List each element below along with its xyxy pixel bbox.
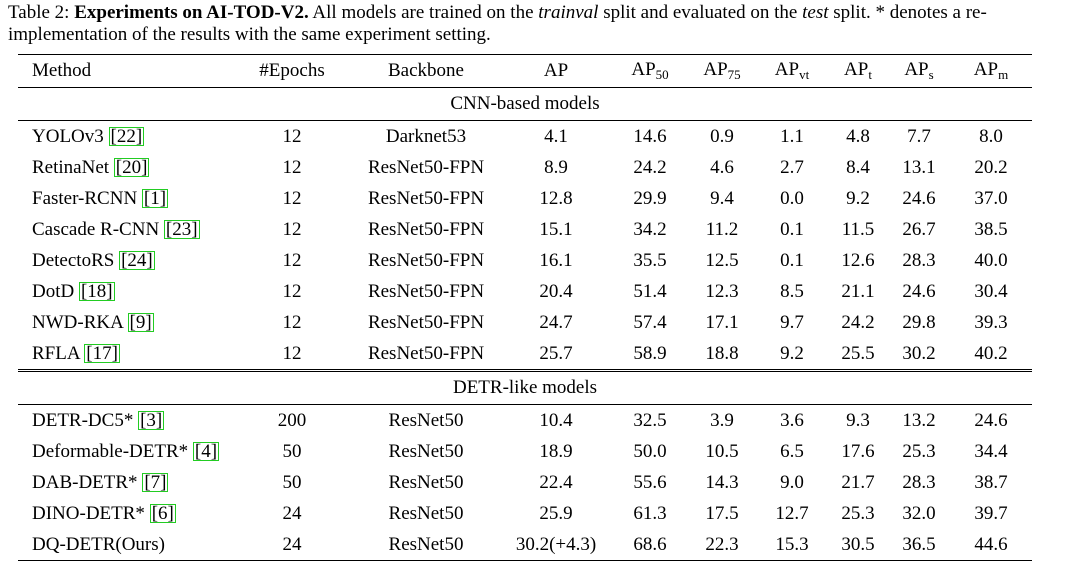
table-row <box>18 338 1032 371</box>
method-name: RFLA <box>32 342 85 364</box>
cell-ap75: 12.3 <box>705 280 739 302</box>
citation-link[interactable]: [6] <box>151 502 174 524</box>
cell-ap: 25.7 <box>539 342 573 364</box>
citation-link[interactable]: [17] <box>86 342 118 364</box>
cell-aps: 26.7 <box>902 218 936 240</box>
cell-ap: 4.1 <box>500 121 612 153</box>
cell-backbone: Darknet53 <box>352 121 500 153</box>
cell-ap: 8.9 <box>544 156 568 178</box>
cell-ap75: 4.6 <box>710 156 734 178</box>
cell-apt: 12.6 <box>841 249 875 271</box>
cell-apm: 38.7 <box>974 471 1008 493</box>
table-row <box>18 307 1032 338</box>
cell-apm: 40.2 <box>974 342 1008 364</box>
cell-ap75: 11.2 <box>705 218 739 240</box>
section-title-detr: DETR-like models <box>18 371 1032 405</box>
cell-ap50: 57.4 <box>633 311 667 333</box>
cell-ap75: 17.5 <box>705 502 739 524</box>
cell-ap75: 12.5 <box>705 249 739 271</box>
cell-epochs: 12 <box>282 280 302 302</box>
table-row <box>18 276 1032 307</box>
cell-apm: 8.0 <box>950 121 1032 153</box>
cell-backbone: ResNet50-FPN <box>367 249 485 271</box>
cell-apm: 34.4 <box>974 440 1008 462</box>
cell-apvt: 0.1 <box>780 249 804 271</box>
method-name: DQ-DETR(Ours) <box>32 533 165 555</box>
cell-ap: 12.8 <box>539 187 573 209</box>
method-cell <box>18 405 232 437</box>
cell-apvt: 6.5 <box>780 440 804 462</box>
cell-ap50: 61.3 <box>633 502 667 524</box>
cell-apt: 25.3 <box>841 502 875 524</box>
table-row <box>18 121 1032 153</box>
cell-aps: 32.0 <box>902 502 936 524</box>
cell-apt: 8.4 <box>846 156 870 178</box>
citation-link[interactable]: [23] <box>165 218 198 240</box>
method-name: Deformable-DETR* <box>32 440 193 462</box>
cell-epochs: 200 <box>232 405 352 437</box>
cell-backbone: ResNet50-FPN <box>367 156 485 178</box>
cell-aps: 30.2 <box>902 342 936 364</box>
header-row <box>18 55 1032 88</box>
cell-epochs: 12 <box>282 311 302 333</box>
cell-ap: 22.4 <box>539 471 573 493</box>
caption-italic-trainval: trainval <box>538 2 599 23</box>
cell-ap75: 14.3 <box>705 471 739 493</box>
method-name: RetinaNet <box>32 156 114 178</box>
cell-epochs: 50 <box>282 471 302 493</box>
cell-apm: 38.5 <box>974 218 1008 240</box>
cell-epochs: 12 <box>282 156 302 178</box>
method-cell <box>18 245 232 276</box>
section-row-cnn <box>18 88 1032 121</box>
method-cell <box>18 529 232 561</box>
cell-backbone: ResNet50-FPN <box>367 218 485 240</box>
cell-ap75: 17.1 <box>705 311 739 333</box>
cell-apm: 40.0 <box>974 249 1008 271</box>
method-name: NWD-RKA <box>32 311 128 333</box>
header-apvt: $AP_{vt}$ <box>756 55 828 88</box>
table-row <box>18 498 1032 529</box>
cell-apvt: 1.1 <box>756 121 828 153</box>
cell-apm: 30.4 <box>974 280 1008 302</box>
citation-link[interactable]: [3] <box>140 409 163 431</box>
cell-apvt: 3.6 <box>756 405 828 437</box>
citation-link[interactable]: [9] <box>129 311 152 333</box>
cell-ap: 15.1 <box>539 218 573 240</box>
table-caption <box>8 2 1076 46</box>
table-row <box>18 405 1032 437</box>
cell-backbone: ResNet50-FPN <box>367 280 485 302</box>
cell-apt: 25.5 <box>841 342 875 364</box>
cell-ap50: 32.5 <box>612 405 688 437</box>
citation-link[interactable]: [20] <box>115 156 148 178</box>
section-title-cnn: CNN-based models <box>450 93 600 114</box>
caption-prefix: Table 2: <box>8 2 75 23</box>
citation-link[interactable]: [18] <box>80 280 113 302</box>
cell-aps: 25.3 <box>902 440 936 462</box>
cell-aps: 7.7 <box>888 121 950 153</box>
cell-apt: 4.8 <box>828 121 888 153</box>
cell-ap50: 50.0 <box>633 440 667 462</box>
cell-ap75: 10.5 <box>705 440 739 462</box>
header-method: Method <box>18 55 232 88</box>
cell-epochs: 50 <box>282 440 302 462</box>
citation-link[interactable]: [4] <box>194 440 218 462</box>
cell-backbone: ResNet50 <box>352 529 500 561</box>
cell-ap: 30.2(+4.3) <box>500 529 612 561</box>
cell-epochs: 12 <box>232 121 352 153</box>
caption-text-2: split and evaluated on the <box>598 2 803 23</box>
table-row <box>18 245 1032 276</box>
header-ap50: $AP_{50}$ <box>612 55 688 88</box>
caption-italic-test: test <box>802 2 829 23</box>
cell-apt: 24.2 <box>841 311 875 333</box>
cell-ap75: 3.9 <box>688 405 756 437</box>
cell-backbone: ResNet50-FPN <box>367 311 485 333</box>
cell-apvt: 9.2 <box>780 342 804 364</box>
cell-aps: 24.6 <box>902 280 936 302</box>
cell-ap50: 29.9 <box>633 187 667 209</box>
method-cell <box>18 121 232 153</box>
cell-apm: 39.7 <box>974 502 1008 524</box>
cell-apvt: 9.7 <box>780 311 804 333</box>
table-row <box>18 436 1032 467</box>
cell-ap50: 34.2 <box>633 218 667 240</box>
cell-apt: 21.1 <box>841 280 875 302</box>
cell-aps: 29.8 <box>902 311 936 333</box>
table-row <box>18 529 1032 561</box>
section-row-detr <box>18 371 1032 405</box>
citation-link[interactable]: [22] <box>110 125 143 147</box>
results-table <box>18 54 1032 561</box>
cell-epochs: 12 <box>282 218 302 240</box>
citation-link[interactable]: [24] <box>121 249 153 271</box>
cell-backbone: ResNet50 <box>388 471 464 493</box>
cell-apm: 37.0 <box>974 187 1008 209</box>
cell-ap75: 9.4 <box>710 187 734 209</box>
cell-backbone: ResNet50 <box>388 440 464 462</box>
cell-ap: 18.9 <box>539 440 573 462</box>
cell-apvt: 8.5 <box>780 280 804 302</box>
cell-apvt: 0.1 <box>780 218 804 240</box>
cell-aps: 28.3 <box>902 249 936 271</box>
cell-apt: 9.2 <box>846 187 870 209</box>
header-epochs: #Epochs <box>232 55 352 88</box>
cell-apvt: 15.3 <box>756 529 828 561</box>
method-name: Cascade R-CNN <box>32 218 164 240</box>
cell-backbone: ResNet50-FPN <box>367 342 485 364</box>
cell-apvt: 0.0 <box>780 187 804 209</box>
cell-ap50: 58.9 <box>633 342 667 364</box>
header-apm: $AP_m$ <box>950 55 1032 88</box>
table-row <box>18 152 1032 183</box>
cell-apm: 24.6 <box>950 405 1032 437</box>
cell-epochs: 12 <box>282 187 302 209</box>
method-cell <box>18 276 232 307</box>
table-row <box>18 467 1032 498</box>
cell-epochs: 24 <box>282 502 302 524</box>
caption-title: Experiments on AI-TOD-V2. <box>74 2 309 23</box>
table-row <box>18 183 1032 214</box>
method-cell <box>18 498 232 529</box>
cell-apt: 17.6 <box>841 440 875 462</box>
cell-apm: 39.3 <box>974 311 1008 333</box>
cell-ap75: 0.9 <box>688 121 756 153</box>
cell-ap75: 22.3 <box>688 529 756 561</box>
cell-ap: 20.4 <box>539 280 573 302</box>
caption-text-1: All models are trained on the <box>308 2 539 23</box>
cell-apvt: 9.0 <box>780 471 804 493</box>
cell-apm: 20.2 <box>974 156 1008 178</box>
cell-aps: 13.1 <box>902 156 936 178</box>
caption-text-3: split. * denotes a re-implementation of the results with the same experiment setting. <box>8 2 987 45</box>
cell-ap: 25.9 <box>539 502 573 524</box>
cell-aps: 24.6 <box>902 187 936 209</box>
header-aps: $AP_s$ <box>888 55 950 88</box>
method-cell <box>18 214 232 245</box>
method-cell <box>18 307 232 338</box>
header-apt: $AP_t$ <box>828 55 888 88</box>
cell-ap50: 35.5 <box>633 249 667 271</box>
cell-ap50: 68.6 <box>612 529 688 561</box>
cell-aps: 28.3 <box>902 471 936 493</box>
citation-link[interactable]: [7] <box>144 471 167 493</box>
header-backbone: Backbone <box>352 55 500 88</box>
cell-aps: 36.5 <box>888 529 950 561</box>
cell-apt: 9.3 <box>828 405 888 437</box>
cell-backbone: ResNet50 <box>352 405 500 437</box>
citation-link[interactable]: [1] <box>143 187 167 209</box>
cell-backbone: ResNet50-FPN <box>367 187 485 209</box>
method-name: YOLOv3 <box>32 125 109 147</box>
cell-backbone: ResNet50 <box>388 502 464 524</box>
cell-apm: 44.6 <box>950 529 1032 561</box>
method-cell <box>18 436 232 467</box>
cell-apt: 30.5 <box>828 529 888 561</box>
cell-ap: 10.4 <box>500 405 612 437</box>
method-name: DETR-DC5* <box>32 409 139 431</box>
method-cell <box>18 467 232 498</box>
cell-ap50: 24.2 <box>633 156 667 178</box>
cell-ap50: 51.4 <box>633 280 667 302</box>
cell-ap50: 14.6 <box>612 121 688 153</box>
header-ap75: $AP_{75}$ <box>688 55 756 88</box>
method-name: DINO-DETR* <box>32 502 150 524</box>
cell-ap50: 55.6 <box>633 471 667 493</box>
table-row <box>18 214 1032 245</box>
cell-aps: 13.2 <box>888 405 950 437</box>
cell-epochs: 24 <box>232 529 352 561</box>
cell-apvt: 2.7 <box>780 156 804 178</box>
cell-apt: 11.5 <box>841 218 875 240</box>
cell-ap: 16.1 <box>539 249 573 271</box>
cell-epochs: 12 <box>282 342 302 364</box>
method-cell <box>18 338 232 371</box>
method-name: DotD <box>32 280 79 302</box>
cell-ap: 24.7 <box>539 311 573 333</box>
header-ap: AP <box>500 55 612 88</box>
method-name: Faster-RCNN <box>32 187 142 209</box>
method-name: DAB-DETR* <box>32 471 143 493</box>
method-cell <box>18 152 232 183</box>
cell-epochs: 12 <box>282 249 302 271</box>
cell-apvt: 12.7 <box>775 502 809 524</box>
method-name: DetectoRS <box>32 249 120 271</box>
cell-ap75: 18.8 <box>705 342 739 364</box>
cell-apt: 21.7 <box>841 471 875 493</box>
method-cell <box>18 183 232 214</box>
